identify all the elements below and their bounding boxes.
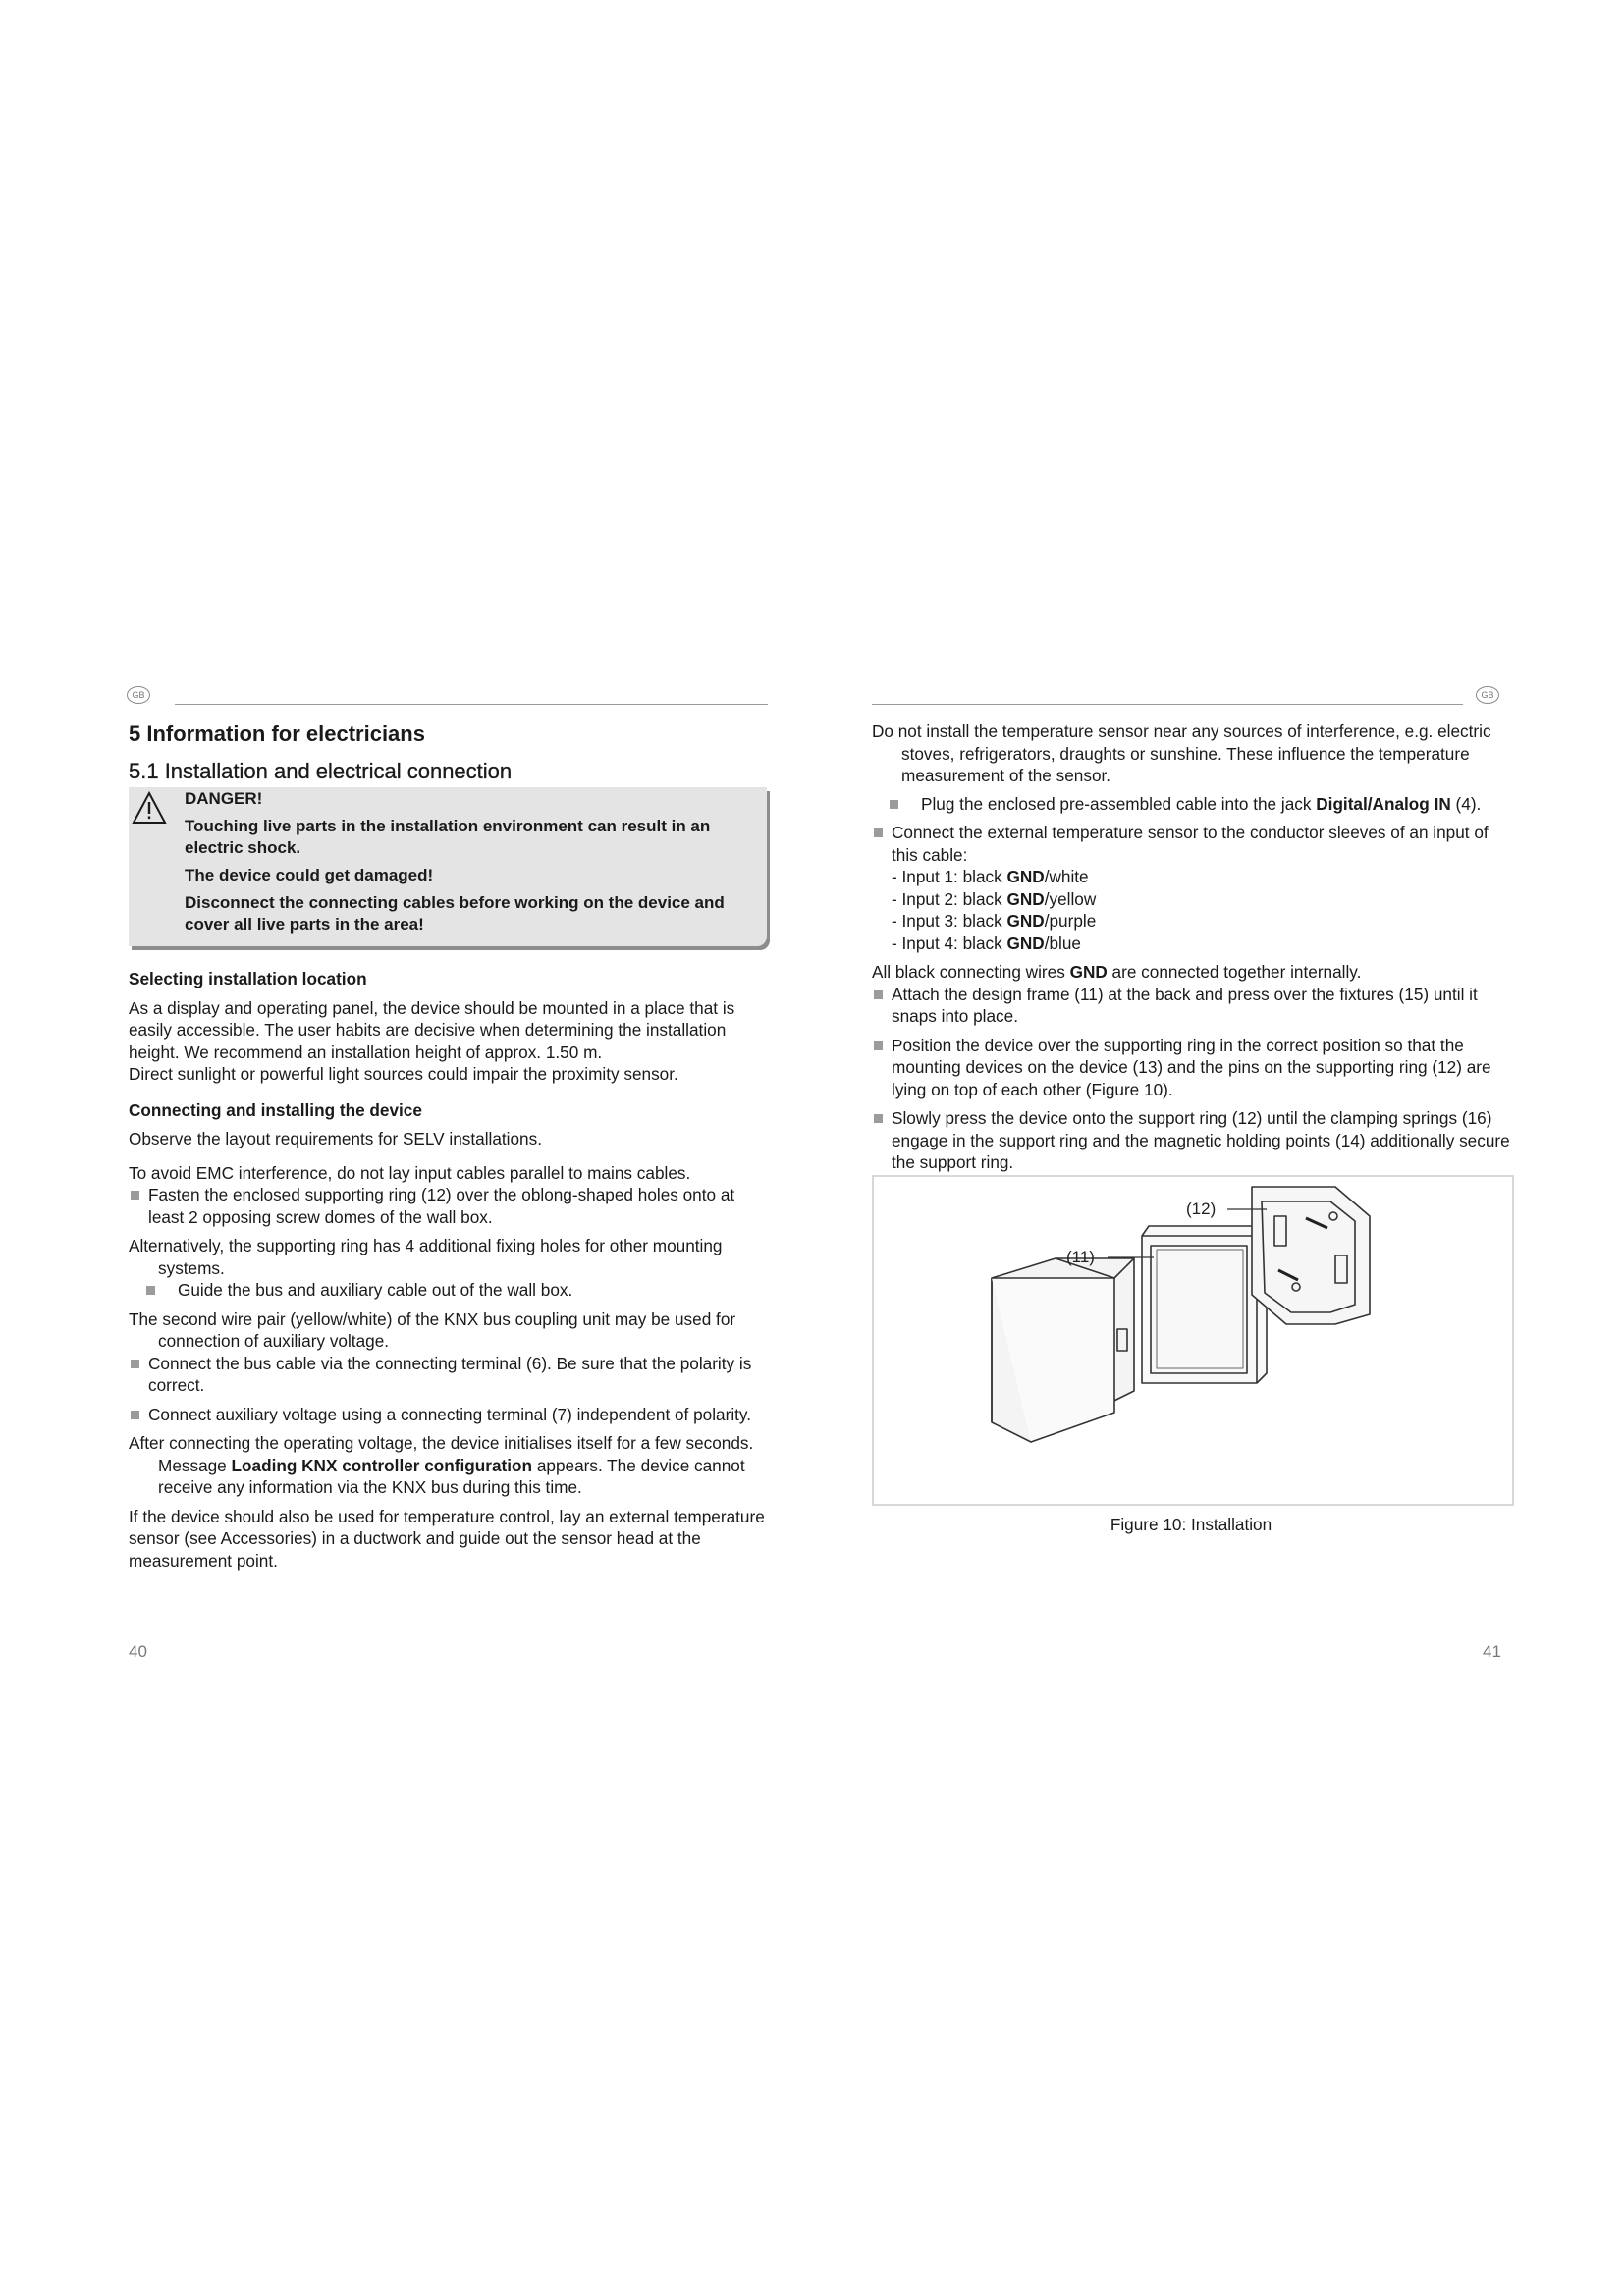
header-rule-right	[872, 704, 1463, 705]
message-loading-knx: Loading KNX controller configuration	[231, 1455, 533, 1475]
danger-title: DANGER!	[185, 789, 263, 808]
paragraph-second-wire-pair: The second wire pair (yellow/white) of the KNX bus coupling unit may be used for connection of auxiliary voltage.	[129, 1308, 736, 1351]
language-badge-right: GB	[1476, 686, 1499, 704]
jack-name: Digital/Analog IN	[1316, 793, 1451, 814]
input-line-1: - Input 1: black GND/white	[892, 867, 1089, 886]
danger-notice	[129, 787, 767, 950]
paragraph-selv: Observe the layout requirements for SELV installations.	[129, 1129, 542, 1148]
figure-label-12: (12)	[1186, 1200, 1217, 1218]
list-item: Connect the external temperature sensor to the conductor sleeves of an input of this cable:	[872, 822, 1510, 866]
jack-text-a: Plug the enclosed pre-assembled cable into the jack	[921, 793, 1312, 814]
danger-line-1: Touching live parts in the installation environment can result in an electric shock.	[185, 817, 711, 857]
paragraph-emc: To avoid EMC interference, do not lay input cables parallel to mains cables.	[129, 1162, 691, 1183]
heading-selecting-location: Selecting installation location	[129, 969, 367, 988]
paragraph-gnd-connected: All black connecting wires GND are connected together internally.	[872, 962, 1362, 982]
header-rule-left	[175, 704, 768, 705]
warning-triangle-icon	[132, 791, 167, 825]
paragraph-temperature-control: If the device should also be used for temperature control, lay an external temperature sensor (see Accessories) in a ductwork and guide out the sensor head at the measurement point.	[129, 1506, 765, 1571]
installation-illustration	[874, 1177, 1512, 1504]
list-item: Connect the bus cable via the connecting terminal (6). Be sure that the polarity is correct.	[129, 1353, 767, 1397]
list-item: Connect auxiliary voltage using a connecting terminal (7) independent of polarity.	[129, 1404, 767, 1426]
heading-connecting-device: Connecting and installing the device	[129, 1099, 422, 1120]
section-title: 5.1 Installation and electrical connection	[129, 759, 513, 783]
input-line-3: - Input 3: black GND/purple	[892, 911, 1097, 931]
figure-installation	[872, 1175, 1514, 1506]
right-page-content	[872, 721, 1510, 1174]
after-text-a: After connecting the operating voltage, the device initialises itself for a few seconds. Message	[129, 1433, 754, 1475]
list-item: Attach the design frame (11) at the back and press over the fixtures (15) until it snaps into place.	[872, 984, 1510, 1028]
paragraph-alternatively: Alternatively, the supporting ring has 4 additional fixing holes for other mounting systems.	[129, 1236, 723, 1278]
input-line-4: - Input 4: black GND/blue	[892, 933, 1081, 953]
danger-line-3: Disconnect the connecting cables before working on the device and cover all live parts in the area!	[185, 893, 725, 934]
paragraph-selecting-1: As a display and operating panel, the device should be mounted in a place that is easily accessible. The user habits are decisive when determining the installation height. We recommend an installation height of approx. 1.50 m.	[129, 997, 735, 1062]
paragraph-sensor-interference: Do not install the temperature sensor near any sources of interference, e.g. electric stoves, refrigerators, draughts or sunshine. These influence the temperature measurement of the sensor.	[872, 721, 1491, 785]
page-number-left: 40	[129, 1642, 147, 1661]
figure-caption: Figure 10: Installation	[1110, 1515, 1272, 1534]
page-number-right: 41	[1483, 1642, 1501, 1661]
list-item	[872, 793, 1510, 816]
list-item: Guide the bus and auxiliary cable out of the wall box.	[129, 1279, 767, 1302]
left-page-content	[129, 721, 767, 1572]
danger-line-2: The device could get damaged!	[185, 866, 434, 884]
paragraph-selecting-2: Direct sunlight or powerful light sources could impair the proximity sensor.	[129, 1064, 678, 1084]
figure-label-11: (11)	[1066, 1248, 1095, 1266]
input-line-2: - Input 2: black GND/yellow	[892, 888, 1097, 909]
chapter-title: 5 Information for electricians	[129, 721, 425, 746]
list-item: Fasten the enclosed supporting ring (12) over the oblong-shaped holes onto at least 2 opposing screw domes of the wall box.	[129, 1184, 767, 1228]
after-text-c: appears. The device cannot receive any information via the KNX bus during this time.	[158, 1455, 745, 1497]
list-item: Position the device over the supporting ring in the correct position so that the mounting devices on the device (13) and the pins on the supporting ring (12) are lying on top of each other (Figure 10).	[872, 1035, 1510, 1101]
language-badge-left: GB	[127, 686, 150, 704]
jack-text-c: (4).	[1455, 793, 1482, 814]
list-item: Slowly press the device onto the support ring (12) until the clamping springs (16) engage in the support ring and the magnetic holding points (14) additionally secure the support ring.	[872, 1107, 1510, 1174]
paragraph-after-connecting	[129, 1432, 767, 1499]
